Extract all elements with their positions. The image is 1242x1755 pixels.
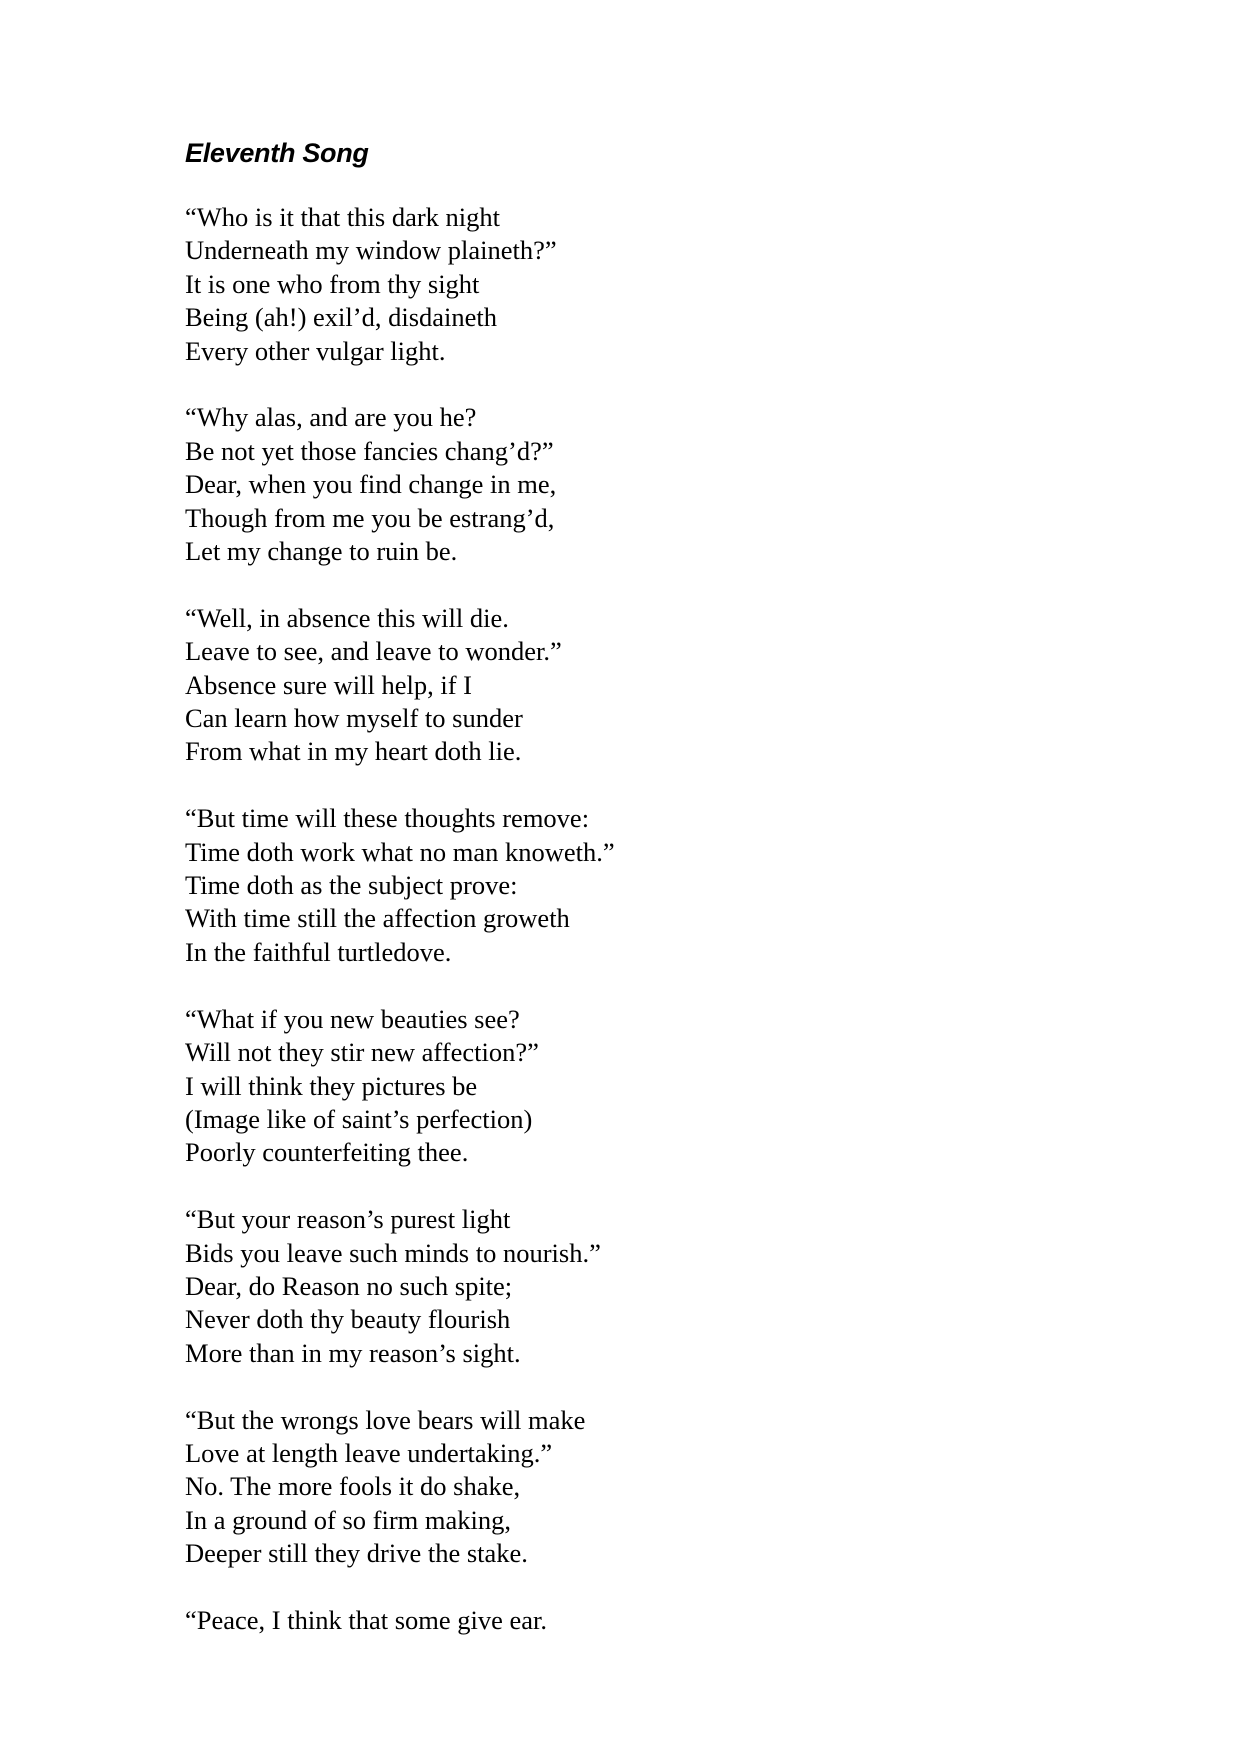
poem-line: In the faithful turtledove. <box>185 936 452 967</box>
poem-line: Time doth as the subject prove: <box>185 870 518 901</box>
poem-line: Underneath my window plaineth?” <box>185 235 557 266</box>
poem-line: Love at length leave undertaking.” <box>185 1437 553 1468</box>
poem-line: (Image like of saint’s perfection) <box>185 1103 533 1134</box>
poem-line: More than in my reason’s sight. <box>185 1337 521 1368</box>
poem-line: Dear, when you find change in me, <box>185 469 557 500</box>
poem-line: No. The more fools it do shake, <box>185 1471 521 1502</box>
poem-line: “But the wrongs love bears will make <box>185 1404 586 1435</box>
poem-line: Every other vulgar light. <box>185 335 446 366</box>
poem-line: Time doth work what no man knoweth.” <box>185 836 615 867</box>
poem-line: Poorly counterfeiting thee. <box>185 1137 469 1168</box>
poem-line: Though from me you be estrang’d, <box>185 502 555 533</box>
poem-line: Never doth thy beauty flourish <box>185 1304 511 1335</box>
stanza <box>185 1203 1085 1370</box>
poem-line: Let my change to ruin be. <box>185 536 458 567</box>
poem-line: “But time will these thoughts remove: <box>185 803 590 834</box>
poem-line: Absence sure will help, if I <box>185 669 472 700</box>
stanza <box>185 1404 1085 1571</box>
poem-line: I will think they pictures be <box>185 1070 478 1101</box>
poem-line: Dear, do Reason no such spite; <box>185 1270 513 1301</box>
poem-line: “Peace, I think that some give ear. <box>185 1604 548 1635</box>
poem-line: In a ground of so firm making, <box>185 1504 512 1535</box>
poem-line: Be not yet those fancies chang’d?” <box>185 435 554 466</box>
poem-line: Leave to see, and leave to wonder.” <box>185 636 562 667</box>
poem-line: With time still the affection groweth <box>185 903 570 934</box>
poem-line: Bids you leave such minds to nourish.” <box>185 1237 601 1268</box>
poem-line: “Why alas, and are you he? <box>185 402 477 433</box>
poem-line: “But your reason’s purest light <box>185 1204 511 1235</box>
poem-line: Deeper still they drive the stake. <box>185 1538 528 1569</box>
poem-line: “What if you new beauties see? <box>185 1003 520 1034</box>
poem-line: Can learn how myself to sunder <box>185 703 523 734</box>
poem-line: From what in my heart doth lie. <box>185 736 522 767</box>
poem-line: “Who is it that this dark night <box>185 202 501 232</box>
poem-line: “Well, in absence this will die. <box>185 602 509 633</box>
stanza <box>185 401 1085 568</box>
poem-line: Being (ah!) exil’d, disdaineth <box>185 302 498 333</box>
stanza <box>185 1003 1085 1170</box>
poem-body <box>185 201 1085 1671</box>
poem-line: It is one who from thy sight <box>185 268 480 299</box>
stanza <box>185 1604 1085 1637</box>
poem-line: Will not they stir new affection?” <box>185 1037 539 1068</box>
poem-title: Eleventh Song <box>185 138 369 168</box>
stanza <box>185 201 1085 368</box>
stanza <box>185 602 1085 769</box>
stanza <box>185 802 1085 969</box>
